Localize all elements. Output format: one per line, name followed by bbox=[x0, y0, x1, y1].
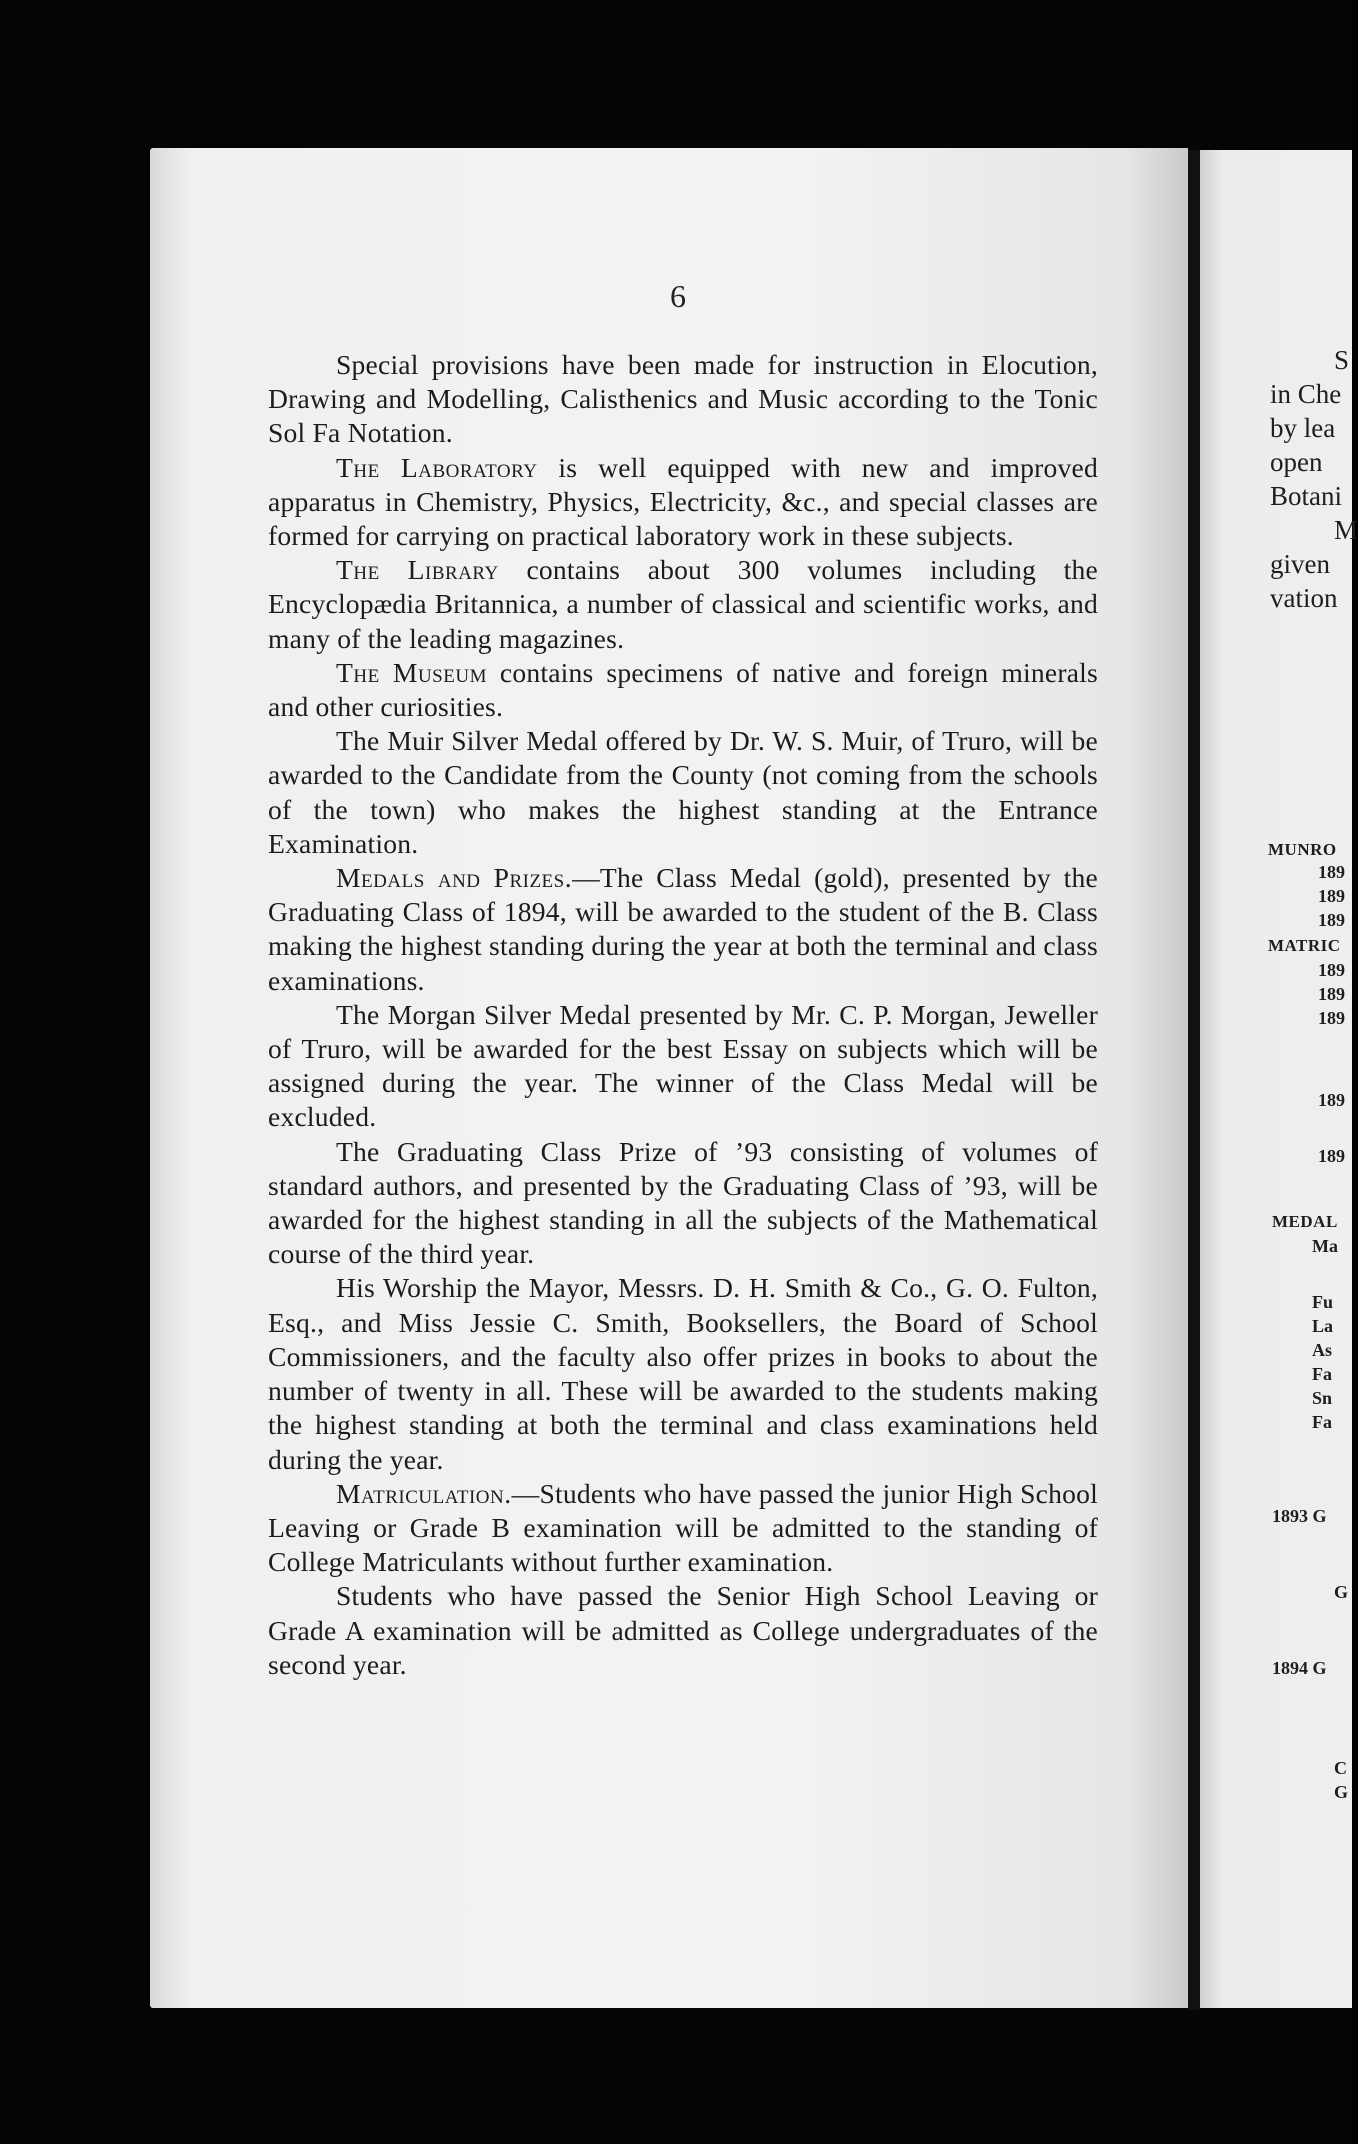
facing-fragment: As bbox=[1312, 1340, 1333, 1360]
paragraph-text: The Graduating Class Prize of ’93 consisting of volumes of standard authors, and presented by the Graduating Class of ’93, will be awarded for the highest standing in all the subjects of the Mathematical course of the third year. bbox=[268, 1135, 1098, 1270]
paragraph-text: His Worship the Mayor, Messrs. D. H. Smith & Co., G. O. Fulton, Esq., and Miss Jessie C. Smith, Booksellers, the Board of School Commissioners, and the faculty also offer prizes in books to about the number of twenty in all. These will be awarded to the students making the highest standing at both the terminal and class examinations held during the year. bbox=[268, 1272, 1098, 1475]
facing-fragment: M bbox=[1334, 515, 1358, 545]
facing-fragment: G bbox=[1334, 1582, 1349, 1602]
facing-fragment: 189 bbox=[1318, 862, 1345, 882]
paragraph-library bbox=[268, 553, 1098, 656]
paragraph-lead: The Museum bbox=[336, 656, 487, 688]
facing-fragment: MATRIC bbox=[1268, 936, 1341, 955]
facing-page-text bbox=[1262, 340, 1358, 1840]
facing-fragment: Fa bbox=[1312, 1412, 1332, 1432]
paragraph-senior-leaving bbox=[268, 1579, 1098, 1682]
facing-fragment: 189 bbox=[1318, 984, 1345, 1004]
facing-fragment: 189 bbox=[1318, 1090, 1345, 1110]
facing-fragment: 1893 G bbox=[1272, 1506, 1327, 1526]
facing-fragment: 189 bbox=[1318, 960, 1345, 980]
paragraph-muir-medal bbox=[268, 724, 1098, 861]
paragraph-text: contains about 300 volumes including the Encyclopædia Britannica, a number of classical and scientific works, and many of the leading magazines. bbox=[268, 554, 1098, 654]
paragraph-special-provisions bbox=[268, 348, 1098, 451]
paragraph-medals-and-prizes bbox=[268, 861, 1098, 998]
facing-fragment: given bbox=[1270, 549, 1330, 579]
page-body bbox=[268, 348, 1098, 1682]
facing-fragment: MEDAL bbox=[1272, 1212, 1338, 1231]
page-gutter bbox=[1188, 150, 1200, 2010]
facing-fragment: 189 bbox=[1318, 910, 1345, 930]
facing-fragment: C bbox=[1334, 1758, 1347, 1778]
paragraph-text: contains specimens of native and foreign minerals and other curiosities. bbox=[268, 656, 1098, 723]
page-number: 6 bbox=[670, 278, 686, 314]
paragraph-lead: The Laboratory bbox=[336, 451, 538, 483]
paragraph-text: The Morgan Silver Medal presented by Mr. C. P. Morgan, Jeweller of Truro, will be awarded for the best Essay on subjects which will be assigned during the year. The winner of the Class Medal will be excluded. bbox=[268, 998, 1098, 1133]
facing-fragment: Botani bbox=[1270, 481, 1342, 511]
paragraph-text: Students who have passed the Senior High School Leaving or Grade A examination will be admitted as College undergraduates of the second year. bbox=[268, 1580, 1098, 1680]
facing-fragment: S bbox=[1334, 345, 1350, 375]
facing-fragment: by lea bbox=[1270, 413, 1336, 443]
facing-fragment: MUNRO bbox=[1268, 840, 1337, 859]
facing-fragment: G bbox=[1334, 1782, 1349, 1802]
facing-fragment: vation bbox=[1270, 583, 1338, 613]
paragraph-matriculation bbox=[268, 1477, 1098, 1580]
paragraph-text: —Students who have passed the junior High School Leaving or Grade B examination will be admitted to the standing of College Matriculants without further examination. bbox=[268, 1477, 1098, 1578]
facing-fragment: La bbox=[1312, 1316, 1334, 1336]
facing-fragment: in Che bbox=[1270, 379, 1342, 409]
paragraph-text: —The Class Medal (gold), presented by the Graduating Class of 1894, will be awarded to the student of the B. Class making the highest standing during the year at both the terminal and class examinations. bbox=[268, 862, 1098, 996]
paragraph-graduating-prize bbox=[268, 1135, 1098, 1272]
facing-fragment: 189 bbox=[1318, 1146, 1345, 1166]
paragraph-lead: The Library bbox=[336, 554, 499, 586]
paragraph-text: The Muir Silver Medal offered by Dr. W. S. Muir, of Truro, will be awarded to the Candidate from the County (not coming from the schools of the town) who makes the highest standing at the Entrance Examination. bbox=[268, 725, 1098, 859]
paragraph-text: is well equipped with new and improved apparatus in Chemistry, Physics, Electricity, &c., and special classes are formed for carrying on practical laboratory work in these subjects. bbox=[268, 451, 1098, 552]
facing-fragment: Fu bbox=[1312, 1292, 1334, 1312]
paragraph-museum bbox=[268, 656, 1098, 724]
facing-fragment: Sn bbox=[1312, 1388, 1333, 1408]
paragraph-laboratory bbox=[268, 451, 1098, 554]
facing-fragment: 189 bbox=[1318, 886, 1345, 906]
paragraph-text: Special provisions have been made for instruction in Elocution, Drawing and Modelling, Calisthenics and Music according to the Tonic Sol Fa Notation. bbox=[268, 349, 1098, 449]
paragraph-book-prizes bbox=[268, 1271, 1098, 1476]
facing-fragment: Ma bbox=[1312, 1236, 1338, 1256]
facing-fragment: 1894 G bbox=[1272, 1658, 1327, 1678]
facing-fragment: 189 bbox=[1318, 1008, 1345, 1028]
paragraph-lead: Matriculation. bbox=[336, 1477, 512, 1509]
paragraph-morgan-medal bbox=[268, 998, 1098, 1135]
paragraph-lead: Medals and Prizes. bbox=[336, 862, 573, 894]
facing-fragment: Fa bbox=[1312, 1364, 1332, 1384]
facing-fragment: open bbox=[1270, 447, 1323, 477]
